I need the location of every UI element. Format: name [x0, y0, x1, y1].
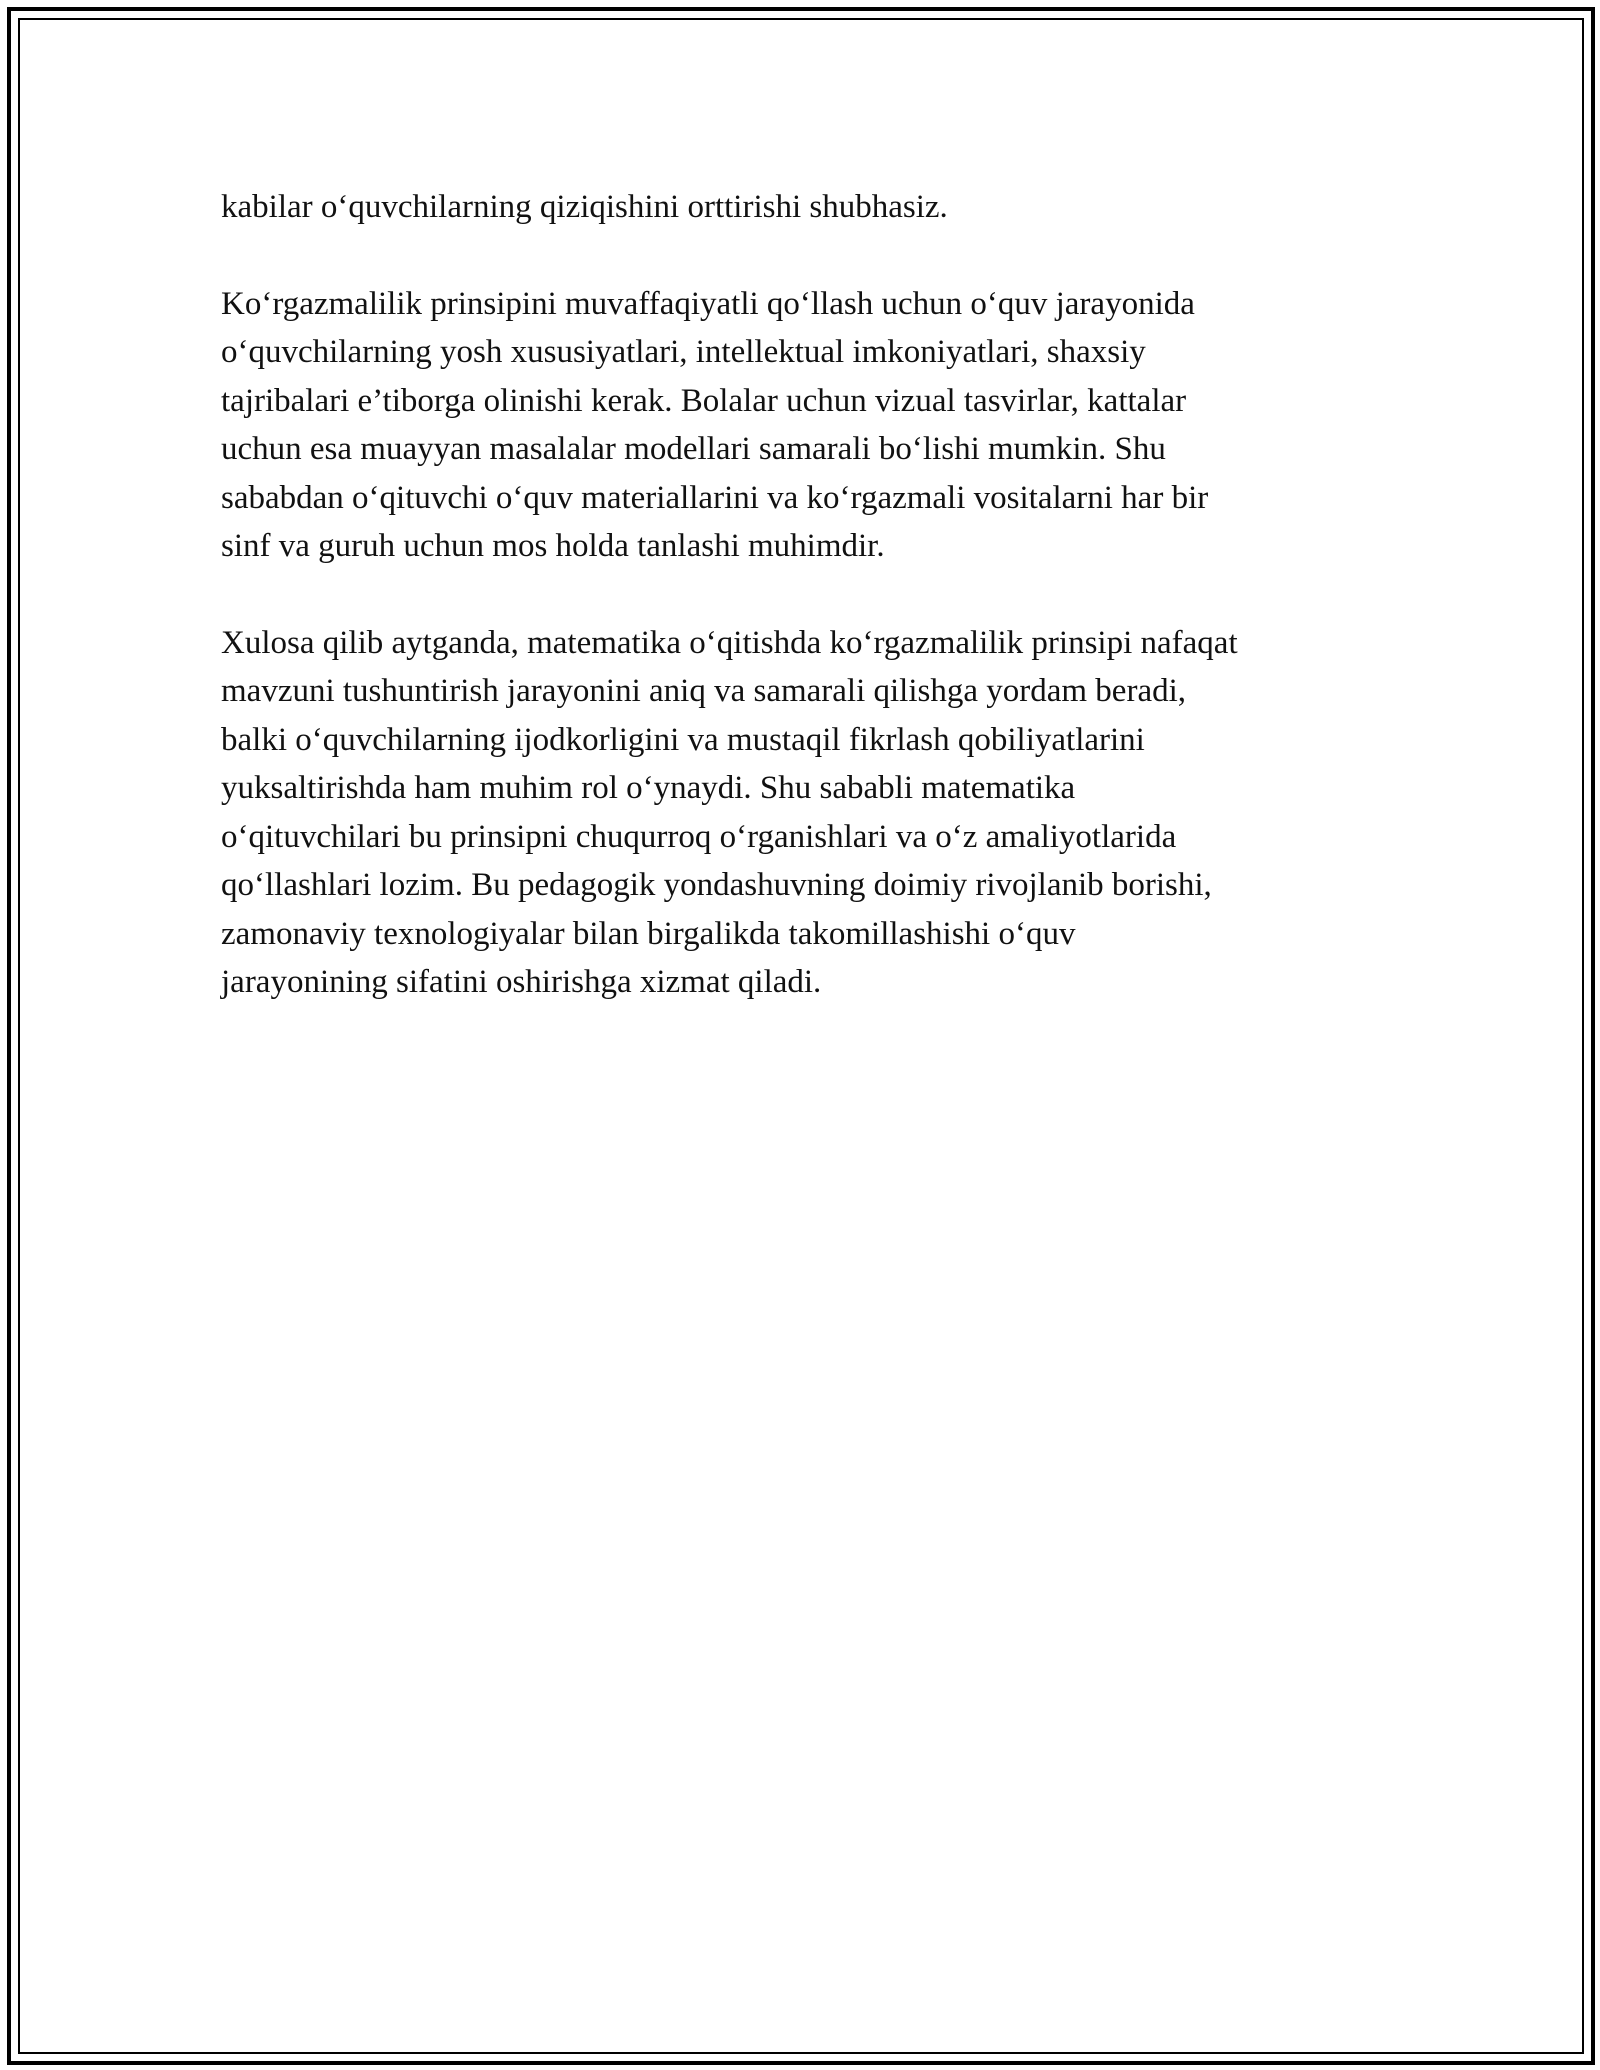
text-line: balki o‘quvchilarning ijodkorligini va mustaqil fikrlash qobiliyatlarini: [221, 721, 1145, 758]
paragraph-1: [221, 183, 1371, 232]
paragraph-3: [221, 619, 1371, 1007]
text-line: tajribalari e’tiborga olinishi kerak. Bolalar uchun vizual tasvirlar, kattalar: [221, 382, 1187, 419]
text-line: Xulosa qilib aytganda, matematika o‘qitishda ko‘rgazmalilik prinsipi nafaqat: [221, 624, 1238, 661]
text-line: uchun esa muayyan masalalar modellari samarali bo‘lishi mumkin. Shu: [221, 431, 1166, 467]
text-line: sababdan o‘qituvchi o‘quv materiallarini va ko‘rgazmali vositalarni har bir: [221, 479, 1209, 516]
text-line: yuksaltirishda ham muhim rol o‘ynaydi. Shu sababli matematika: [221, 770, 1076, 806]
text-line: zamonaviy texnologiyalar bilan birgalikda takomillashishi o‘quv: [221, 915, 1076, 952]
text-line: kabilar o‘quvchilarning qiziqishini orttirishi shubhasiz.: [221, 189, 948, 225]
document-body: [221, 183, 1371, 1007]
text-line: o‘qituvchilari bu prinsipni chuqurroq o‘rganishlari va o‘z amaliyotlarida: [221, 818, 1177, 855]
text-line: Ko‘rgazmalilik prinsipini muvaffaqiyatli qo‘llash uchun o‘quv jarayonida: [221, 285, 1195, 322]
text-line: jarayonining sifatini oshirishga xizmat qiladi.: [221, 964, 822, 1000]
text-line: sinf va guruh uchun mos holda tanlashi muhimdir.: [221, 528, 885, 564]
text-line: o‘quvchilarning yosh xususiyatlari, intellektual imkoniyatlari, shaxsiy: [221, 334, 1146, 370]
paragraph-2: [221, 280, 1371, 571]
text-line: mavzuni tushuntirish jarayonini aniq va samarali qilishga yordam beradi,: [221, 673, 1187, 709]
text-line: qo‘llashlari lozim. Bu pedagogik yondashuvning doimiy rivojlanib borishi,: [221, 867, 1212, 903]
